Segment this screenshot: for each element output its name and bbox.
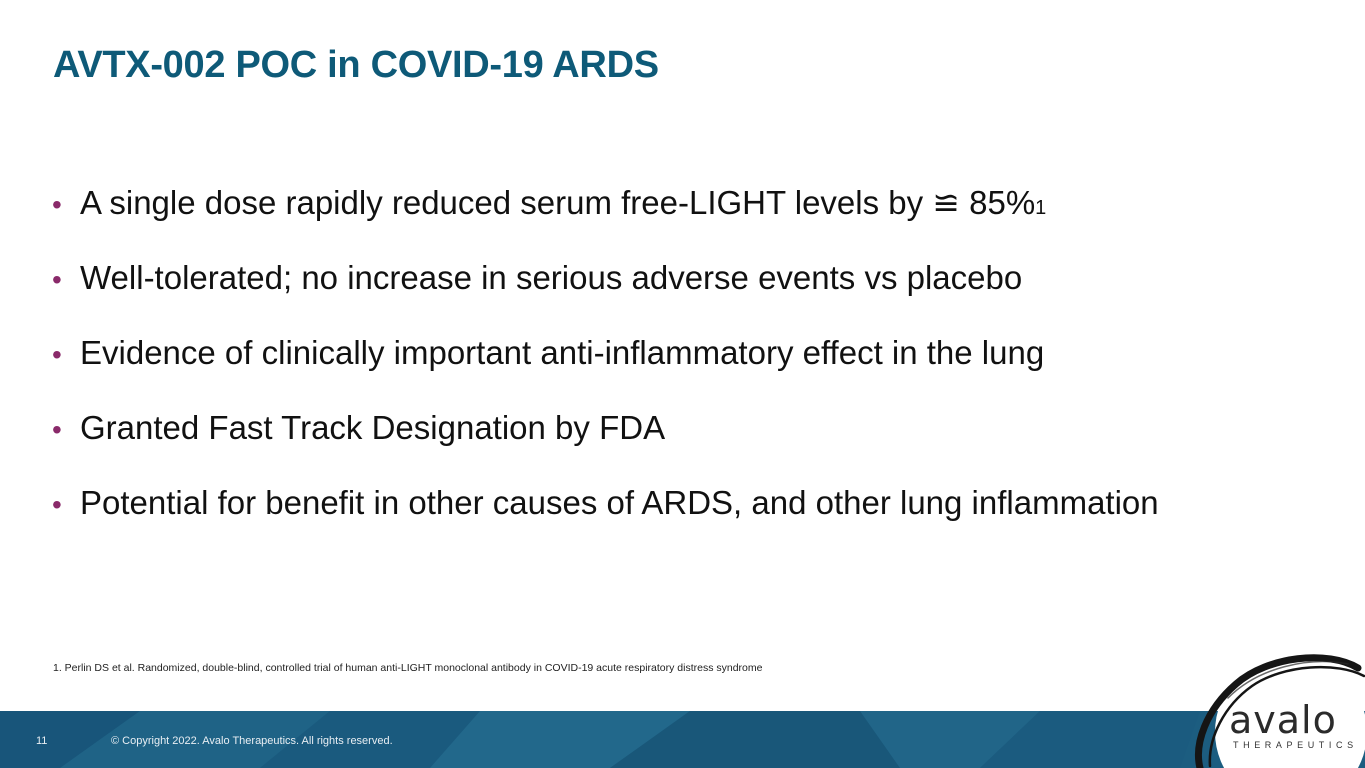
bullet-item: • A single dose rapidly reduced serum free-LIGHT levels by ≌ 85% 1	[52, 166, 1159, 241]
bullet-text: Well-tolerated; no increase in serious adverse events vs placebo	[80, 259, 1023, 296]
bullet-text: Evidence of clinically important anti-inflammatory effect in the lung	[80, 334, 1045, 371]
bullet-dot-icon: •	[52, 414, 62, 445]
bullet-item	[52, 241, 1159, 316]
bullet-dot-icon: •	[52, 339, 62, 370]
bullet-item	[52, 316, 1159, 391]
slide-title: AVTX-002 POC in COVID-19 ARDS	[53, 44, 659, 86]
bullet-text: Granted Fast Track Designation by FDA	[80, 409, 666, 446]
copyright-text: © Copyright 2022. Avalo Therapeutics. All rights reserved.	[111, 735, 393, 747]
bullet-dot-icon: •	[52, 489, 62, 520]
bullet-text: A single dose rapidly reduced serum free-LIGHT levels by ≌ 85%	[80, 184, 1036, 221]
footnote: 1. Perlin DS et al. Randomized, double-blind, controlled trial of human anti-LIGHT monoclonal antibody in COVID-19 acute respiratory distress syndrome	[53, 662, 763, 674]
bullet-item	[52, 466, 1159, 541]
logo-wordmark: avalo	[1229, 698, 1337, 742]
footer-bar	[0, 711, 1365, 768]
bullet-dot-icon: •	[52, 264, 62, 295]
page-number: 11	[36, 735, 48, 747]
bullet-list	[52, 166, 1159, 541]
bullet-text: Potential for benefit in other causes of ARDS, and other lung inflammation	[80, 484, 1159, 521]
bullet-item	[52, 391, 1159, 466]
bullet-dot-icon: •	[52, 189, 62, 220]
logo-tagline: THERAPEUTICS	[1233, 740, 1358, 750]
